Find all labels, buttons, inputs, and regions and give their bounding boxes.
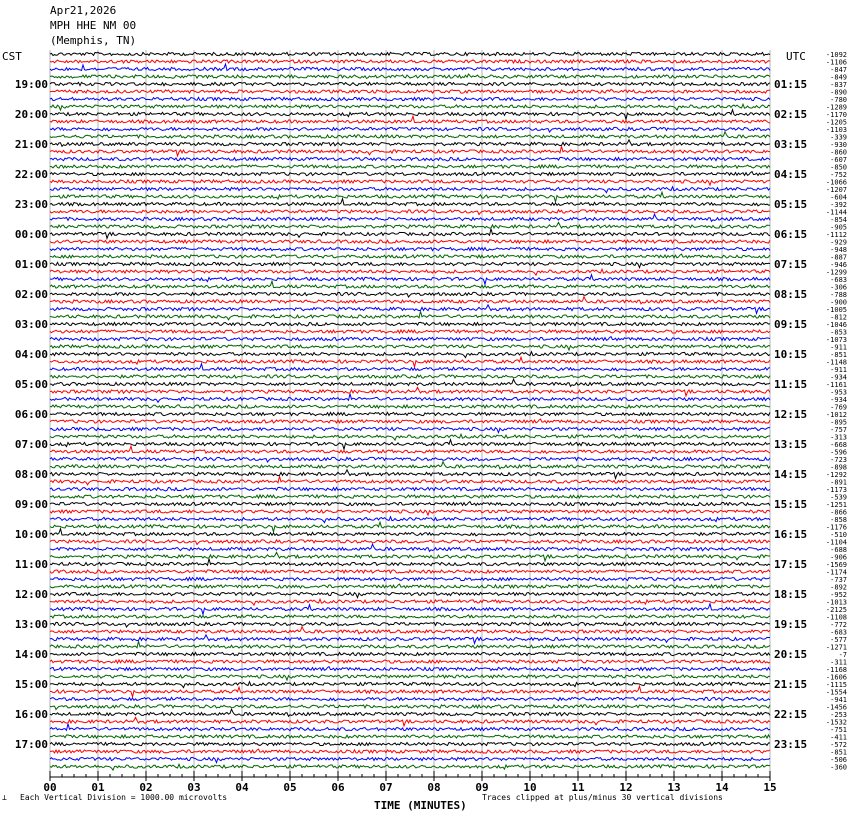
seismic-trace <box>50 132 770 138</box>
trace-offset-value: -934 <box>830 373 847 382</box>
vertical-scale-note: Each Vertical Division = 1000.00 microvolts <box>20 793 228 802</box>
seismic-trace <box>50 146 770 156</box>
seismic-trace <box>50 559 770 566</box>
seismic-trace <box>50 427 770 432</box>
right-hour-label: 20:15 <box>774 648 808 661</box>
x-tick-label: 04 <box>235 781 249 794</box>
seismic-trace <box>50 476 770 485</box>
left-hour-label: 20:00 <box>14 108 48 121</box>
left-hour-label: 10:00 <box>14 528 48 541</box>
seismic-trace <box>50 604 770 615</box>
seismic-trace <box>50 697 770 700</box>
trace-offset-value: -604 <box>830 193 847 202</box>
seismic-trace <box>50 517 770 523</box>
seismic-trace <box>50 529 770 536</box>
seismic-trace <box>50 89 770 93</box>
seismic-trace <box>50 502 770 506</box>
trace-offset-value: -1106 <box>825 58 847 67</box>
trace-offset-value: -313 <box>830 433 847 442</box>
trace-offset-value: -812 <box>830 313 847 322</box>
trace-offset-value: -306 <box>830 283 847 292</box>
seismic-trace <box>50 742 770 745</box>
left-hour-label: 22:00 <box>14 168 48 181</box>
seismic-trace <box>50 222 770 228</box>
seismic-trace <box>50 180 770 185</box>
seismic-trace <box>50 764 770 770</box>
trace-offset-value: -858 <box>830 516 847 524</box>
seismic-trace <box>50 110 770 120</box>
trace-offset-value: -892 <box>830 583 847 592</box>
seismic-trace <box>50 660 770 663</box>
trace-offset-value: -1168 <box>825 666 847 674</box>
seismic-trace <box>50 724 770 731</box>
trace-offset-value: -506 <box>830 756 847 764</box>
seismic-trace <box>50 172 770 176</box>
right-hour-label: 13:15 <box>774 438 808 451</box>
seismic-trace <box>50 552 770 561</box>
seismic-trace <box>50 210 770 215</box>
trace-offset-value: -1092 <box>825 51 847 59</box>
x-tick-label: 14 <box>715 781 729 794</box>
trace-offset-value: -854 <box>830 216 847 224</box>
left-hour-label: 12:00 <box>14 588 48 601</box>
seismic-trace <box>50 510 770 515</box>
trace-offset-value: -2125 <box>825 606 847 614</box>
seismic-trace <box>50 705 770 710</box>
right-hour-label: 06:15 <box>774 228 808 241</box>
trace-offset-value: -891 <box>830 478 847 487</box>
clip-note: Traces clipped at plus/minus 30 vertical divisions <box>482 793 723 802</box>
left-hour-label: 21:00 <box>14 138 48 151</box>
right-hour-label: 10:15 <box>774 348 808 361</box>
seismic-trace <box>50 577 770 580</box>
seismic-trace <box>50 522 770 532</box>
trace-offset-value: -895 <box>830 418 847 427</box>
seismic-trace <box>50 540 770 545</box>
trace-offset-value: -1012 <box>825 411 847 419</box>
x-tick-label: 05 <box>283 781 297 794</box>
seismic-trace <box>50 622 770 627</box>
seismic-trace <box>50 446 770 453</box>
trace-offset-value: -866 <box>830 508 847 517</box>
right-hour-label: 21:15 <box>774 678 808 691</box>
seismic-trace <box>50 305 770 314</box>
trace-offset-value: -253 <box>830 711 847 719</box>
seismic-trace <box>50 749 770 753</box>
x-tick-label: 11 <box>571 781 585 794</box>
trace-offset-value: -1112 <box>825 231 847 239</box>
trace-offset-value: -411 <box>830 733 847 742</box>
trace-offset-value: -1271 <box>825 643 847 652</box>
seismic-trace <box>50 82 770 85</box>
recording-date: Apr21,2026 <box>50 4 117 17</box>
seismic-trace <box>50 192 770 202</box>
left-hour-label: 02:00 <box>14 288 48 301</box>
trace-offset-value: -953 <box>830 388 847 397</box>
right-hour-label: 23:15 <box>774 738 808 751</box>
seismic-trace <box>50 199 770 206</box>
x-tick-label: 02 <box>139 781 153 794</box>
trace-offset-value: -1066 <box>825 178 847 187</box>
left-hour-label: 17:00 <box>14 738 48 751</box>
trace-offset-value: -1173 <box>825 486 847 494</box>
trace-offset-value: -1289 <box>825 103 847 112</box>
trace-offset-value: -572 <box>830 741 847 749</box>
trace-offset-value: -769 <box>830 403 847 412</box>
trace-offset-value: -392 <box>830 201 847 209</box>
seismic-trace <box>50 394 770 403</box>
trace-offset-value: -887 <box>830 253 847 262</box>
x-tick-label: 06 <box>331 781 345 794</box>
station-code: MPH HHE NM 00 <box>50 19 137 32</box>
left-hour-label: 14:00 <box>14 648 48 661</box>
right-hour-label: 16:15 <box>774 528 808 541</box>
seismic-trace <box>50 635 770 644</box>
seismic-trace <box>50 254 770 258</box>
seismic-trace <box>50 470 770 479</box>
seismic-trace <box>50 412 770 415</box>
trace-offset-value: -1005 <box>825 306 847 314</box>
trace-offset-value: -757 <box>830 426 847 434</box>
trace-offset-value: -510 <box>830 531 847 539</box>
trace-offset-value: -596 <box>830 448 847 457</box>
trace-offset-value: -948 <box>830 246 847 254</box>
x-tick-label: 07 <box>379 781 393 794</box>
left-hour-label: 08:00 <box>14 468 48 481</box>
seismic-trace <box>50 419 770 423</box>
seismic-trace <box>50 97 770 100</box>
seismic-trace <box>50 165 770 168</box>
seismic-trace <box>50 584 770 588</box>
seismic-trace <box>50 405 770 409</box>
seismic-trace <box>50 667 770 671</box>
seismic-trace <box>50 269 770 275</box>
trace-offset-value: -1207 <box>825 186 847 194</box>
trace-offset-value: -911 <box>830 343 847 352</box>
seismic-trace <box>50 717 770 726</box>
seismic-trace <box>50 495 770 498</box>
trace-offset-value: -780 <box>830 96 847 104</box>
x-tick-label: 13 <box>667 781 681 794</box>
scale-icon: ⊥ <box>2 793 7 802</box>
trace-offset-value: -751 <box>830 726 847 734</box>
station-location: (Memphis, TN) <box>50 34 137 47</box>
left-hour-label: 09:00 <box>14 498 48 511</box>
seismic-trace <box>50 104 770 110</box>
seismic-trace <box>50 387 770 396</box>
x-tick-label: 15 <box>763 781 777 794</box>
trace-offset-value: -934 <box>830 396 847 404</box>
seismic-trace <box>50 364 770 371</box>
left-hour-label: 13:00 <box>14 618 48 631</box>
trace-offset-value: -668 <box>830 441 847 449</box>
trace-offset-value: -853 <box>830 328 847 337</box>
right-hour-label: 18:15 <box>774 588 808 601</box>
trace-offset-value: -898 <box>830 463 847 472</box>
right-hour-label: 08:15 <box>774 288 808 301</box>
x-tick-label: 08 <box>427 781 441 794</box>
trace-offset-value: -851 <box>830 748 847 757</box>
left-hour-label: 19:00 <box>14 78 48 91</box>
trace-offset-value: -772 <box>830 621 847 629</box>
trace-offset-value: -737 <box>830 576 847 584</box>
trace-offset-value: -900 <box>830 298 847 307</box>
seismic-trace <box>50 462 770 469</box>
seismic-trace <box>50 709 770 716</box>
trace-offset-value: -788 <box>830 291 847 299</box>
right-hour-label: 11:15 <box>774 378 808 391</box>
right-hour-label: 15:15 <box>774 498 808 511</box>
seismic-trace <box>50 281 770 288</box>
seismic-trace <box>50 652 770 655</box>
trace-offset-value: -890 <box>830 88 847 97</box>
trace-offset-value: -850 <box>830 163 847 172</box>
trace-offset-value: -837 <box>830 81 847 89</box>
trace-offset-value: -607 <box>830 156 847 164</box>
seismic-trace <box>50 686 770 697</box>
left-hour-label: 01:00 <box>14 258 48 271</box>
seismic-trace <box>50 60 770 63</box>
seismic-trace <box>50 74 770 78</box>
trace-offset-value: -1073 <box>825 336 847 344</box>
seismic-trace <box>50 440 770 450</box>
x-tick-label: 03 <box>187 781 201 794</box>
trace-offset-value: -1161 <box>825 381 847 389</box>
seismic-trace <box>50 292 770 297</box>
right-hour-label: 19:15 <box>774 618 808 631</box>
seismic-trace <box>50 570 770 574</box>
seismic-trace <box>50 627 770 634</box>
seismic-trace <box>50 64 770 71</box>
seismic-trace <box>50 116 770 123</box>
left-hour-label: 11:00 <box>14 558 48 571</box>
seismic-trace <box>50 434 770 440</box>
seismic-trace <box>50 641 770 648</box>
trace-offset-value: -577 <box>830 636 847 644</box>
trace-offset-value: -941 <box>830 696 847 704</box>
trace-offset-value: -1013 <box>825 598 847 607</box>
trace-offset-value: -847 <box>830 66 847 74</box>
left-hour-label: 23:00 <box>14 198 48 211</box>
seismic-trace <box>50 337 770 341</box>
seismic-trace <box>50 375 770 380</box>
trace-offset-value: -1176 <box>825 523 847 532</box>
trace-offset-value: -1532 <box>825 718 847 727</box>
trace-offset-value: -946 <box>830 261 847 269</box>
right-hour-label: 02:15 <box>774 108 808 121</box>
seismic-trace <box>50 592 770 597</box>
x-tick-label: 01 <box>91 781 105 794</box>
right-hour-label: 17:15 <box>774 558 808 571</box>
seismic-trace <box>50 262 770 267</box>
x-tick-label: 09 <box>475 781 489 794</box>
seismic-trace <box>50 544 770 551</box>
trace-offset-value: -1104 <box>825 538 847 547</box>
trace-offset-value: -1115 <box>825 681 847 689</box>
seismic-trace <box>50 52 770 55</box>
left-hour-label: 07:00 <box>14 438 48 451</box>
trace-offset-value: -1606 <box>825 673 847 682</box>
trace-offset-value: -683 <box>830 628 847 637</box>
trace-offset-value: -723 <box>830 456 847 464</box>
trace-offset-value: -683 <box>830 276 847 284</box>
seismic-trace <box>50 297 770 304</box>
trace-offset-value: -1103 <box>825 126 847 134</box>
trace-offset-value: -1108 <box>825 613 847 622</box>
seismic-trace <box>50 275 770 285</box>
trace-offset-value: -860 <box>830 148 847 157</box>
seismic-trace <box>50 157 770 161</box>
left-hour-label: 00:00 <box>14 228 48 241</box>
seismic-trace <box>50 345 770 350</box>
seismic-trace <box>50 322 770 326</box>
seismic-trace <box>50 240 770 244</box>
right-timezone-label: UTC <box>786 50 806 63</box>
seismic-trace <box>50 682 770 688</box>
seismic-trace <box>50 757 770 762</box>
trace-offset-value: -1174 <box>825 568 847 577</box>
trace-offset-value: -1456 <box>825 703 847 712</box>
seismic-trace <box>50 675 770 680</box>
trace-offset-value: -1148 <box>825 358 847 367</box>
left-timezone-label: CST <box>2 50 22 63</box>
x-tick-label: 12 <box>619 781 633 794</box>
seismic-trace <box>50 330 770 333</box>
left-hour-label: 16:00 <box>14 708 48 721</box>
right-hour-label: 22:15 <box>774 708 808 721</box>
seismic-trace <box>50 599 770 605</box>
x-tick-label: 10 <box>523 781 537 794</box>
seismic-trace <box>50 487 770 491</box>
x-axis-title: TIME (MINUTES) <box>374 799 467 812</box>
seismic-trace <box>50 140 770 146</box>
left-hour-label: 03:00 <box>14 318 48 331</box>
seismic-trace <box>50 214 770 221</box>
trace-offset-value: -1046 <box>825 321 847 329</box>
seismic-trace <box>50 379 770 386</box>
trace-offset-value: -688 <box>830 546 847 554</box>
trace-offset-value: -1251 <box>825 501 847 509</box>
left-hour-label: 04:00 <box>14 348 48 361</box>
right-hour-label: 03:15 <box>774 138 808 151</box>
trace-offset-value: -1292 <box>825 471 847 479</box>
trace-offset-value: -929 <box>830 238 847 247</box>
trace-offset-value: -1554 <box>825 688 847 697</box>
right-hour-label: 05:15 <box>774 198 808 211</box>
seismic-trace <box>50 735 770 738</box>
trace-offset-value: -905 <box>830 223 847 232</box>
left-hour-label: 05:00 <box>14 378 48 391</box>
trace-offset-value: -7 <box>838 651 847 659</box>
seismic-trace <box>50 357 770 367</box>
trace-offset-value: -1170 <box>825 111 847 119</box>
right-hour-label: 07:15 <box>774 258 808 271</box>
trace-offset-value: -930 <box>830 141 847 149</box>
left-hour-label: 15:00 <box>14 678 48 691</box>
right-hour-label: 09:15 <box>774 318 808 331</box>
seismic-trace <box>50 352 770 358</box>
x-tick-label: 00 <box>43 781 57 794</box>
seismic-trace <box>50 457 770 462</box>
trace-offset-value: -1569 <box>825 561 847 569</box>
left-hour-label: 06:00 <box>14 408 48 421</box>
seismic-trace <box>50 615 770 618</box>
trace-offset-value: -311 <box>830 658 847 667</box>
seismic-trace <box>50 229 770 239</box>
trace-offset-value: -539 <box>830 493 847 502</box>
right-hour-label: 01:15 <box>774 78 808 91</box>
seismic-trace <box>50 311 770 320</box>
trace-offset-value: -1205 <box>825 118 847 127</box>
trace-offset-value: -851 <box>830 351 847 359</box>
trace-offset-value: -906 <box>830 553 847 562</box>
trace-offset-value: -1299 <box>825 268 847 277</box>
trace-offset-value: -360 <box>830 763 847 772</box>
right-hour-label: 12:15 <box>774 408 808 421</box>
right-hour-label: 14:15 <box>774 468 808 481</box>
seismic-trace <box>50 247 770 250</box>
trace-offset-value: -752 <box>830 171 847 179</box>
trace-offset-value: -952 <box>830 591 847 599</box>
trace-offset-value: -339 <box>830 133 847 142</box>
seismic-trace <box>50 127 770 132</box>
trace-offset-value: -849 <box>830 73 847 82</box>
trace-offset-value: -911 <box>830 366 847 374</box>
right-hour-label: 04:15 <box>774 168 808 181</box>
trace-offset-value: -1144 <box>825 208 847 217</box>
